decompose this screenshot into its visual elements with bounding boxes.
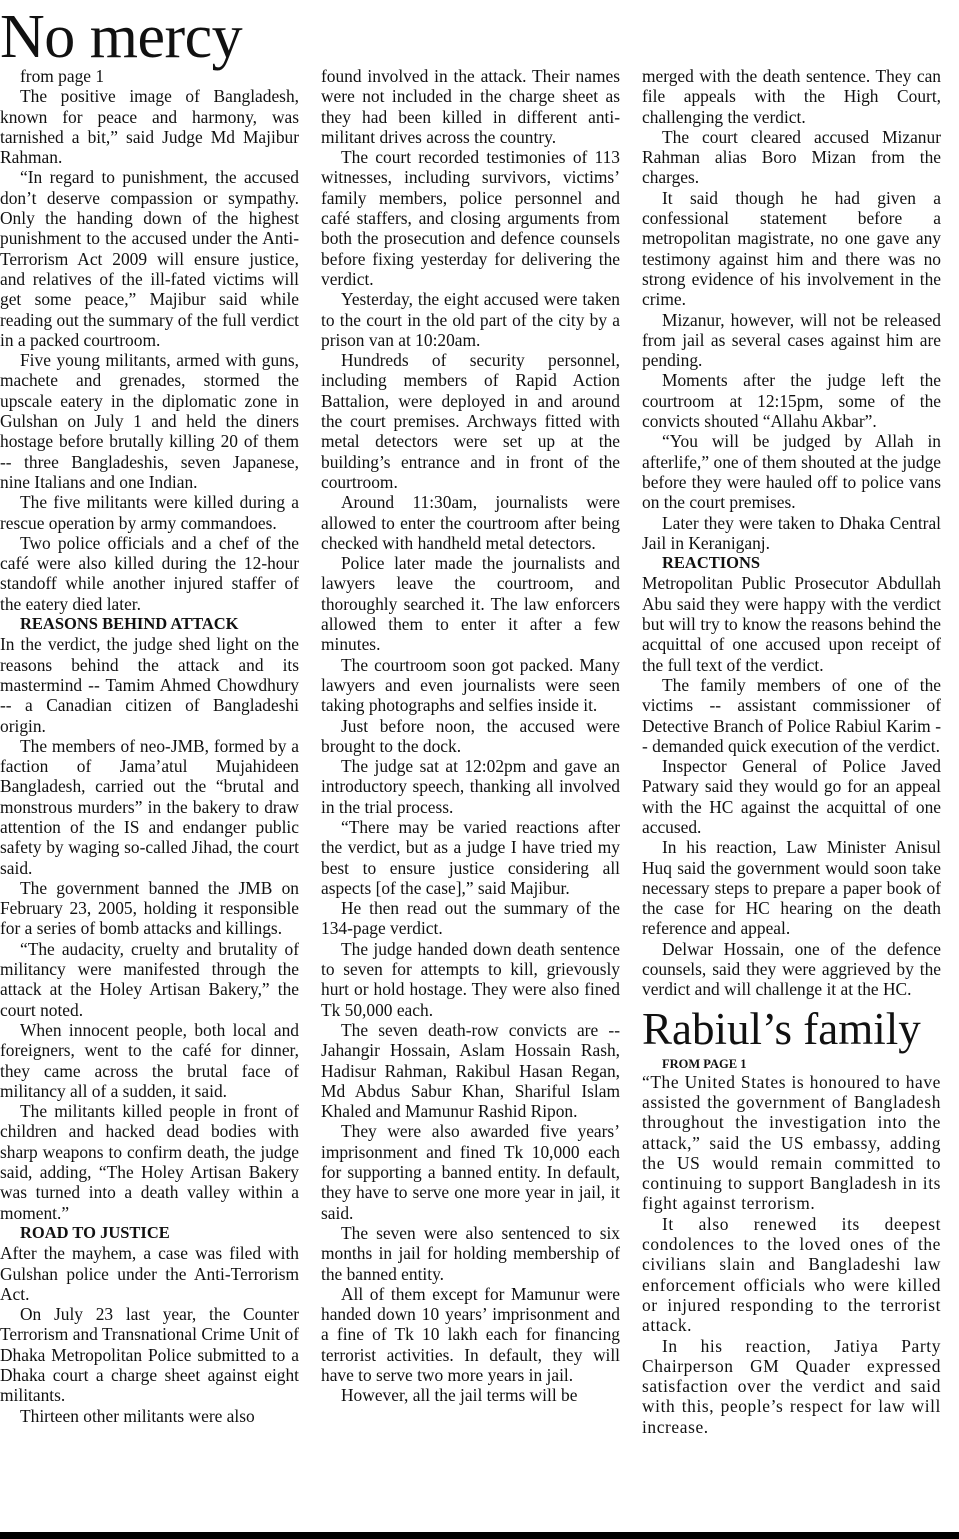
paragraph: Just before noon, the accused were brought to the dock. bbox=[321, 715, 620, 756]
paragraph: The seven death-row convicts are -- Jahangir Hossain, Aslam Hossain Rash, Hadisur Rahman, Rakibul Hasan Regan, Md Abdus Sabur Khan, Shariful Islam Khaled and Mamunur Rashid Ripon. bbox=[321, 1019, 620, 1122]
paragraph: The government banned the JMB on February 23, 2005, holding it responsible for a series of bomb attacks and killings. bbox=[0, 877, 299, 939]
column-2-body bbox=[321, 66, 620, 1406]
paragraph: In his reaction, Law Minister Anisul Huq said the government would soon take necessary steps to prepare a paper book of the case for HC hearing on the death reference and appeal. bbox=[642, 837, 941, 939]
paragraph: Later they were taken to Dhaka Central Jail in Keraniganj. bbox=[642, 512, 941, 553]
paragraph: However, all the jail terms will be bbox=[341, 1385, 578, 1406]
paragraph: found involved in the attack. Their names were not included in the charge sheet as they had been killed in different anti-militant drives across the country. bbox=[321, 66, 620, 147]
paragraph: Delwar Hossain, one of the defence counsels, said they were aggrieved by the verdict and will challenge it at the HC. bbox=[642, 938, 941, 1000]
second-article-from-page: FROM PAGE 1 bbox=[662, 1056, 747, 1071]
paragraph: They were also awarded five years’ imprisonment and fined Tk 10,000 each for supporting a banned entity. In default, they have to serve one more year in jail, it said. bbox=[321, 1121, 620, 1223]
paragraph: In the verdict, the judge shed light on the reasons behind the attack and its mastermind -- Tamim Ahmed Chowdhury -- a Canadian citizen of Bangladeshi origin. bbox=[0, 634, 299, 736]
paragraph: Two police officials and a chef of the café were also killed during the 12-hour standoff while another injured staffer of the eatery died later. bbox=[0, 532, 299, 614]
paragraph: Inspector General of Police Javed Patwary said they would go for an appeal with the HC against the acquittal of one accused. bbox=[642, 756, 941, 837]
paragraph: Yesterday, the eight accused were taken to the court in the old part of the city by a prison van at 10:20am. bbox=[321, 289, 620, 350]
article-column-1 bbox=[0, 66, 299, 1531]
paragraph: All of them except for Mamunur were handed down 10 years’ imprisonment and a fine of Tk 10 lakh each for financing terrorist activities. In default, they will have to serve two more years in jail. bbox=[321, 1283, 620, 1385]
column-1-body bbox=[0, 86, 299, 1426]
paragraph: The court recorded testimonies of 113 witnesses, including survivors, victims’ family members, police personnel and café staffers, and closing arguments from both the prosecution and defence counsels before fixing yesterday for delivering the verdict. bbox=[321, 147, 620, 289]
paragraph: The militants killed people in front of children and hacked dead bodies with sharp weapons to confirm death, the judge said, adding, “The Holey Artisan Bakery was turned into a death valley within a moment.” bbox=[0, 1101, 299, 1223]
paragraph: The five militants were killed during a rescue operation by army commandoes. bbox=[0, 492, 299, 533]
column-3-body bbox=[642, 66, 941, 1000]
paragraph: The court cleared accused Mizanur Rahman alias Boro Mizan from the charges. bbox=[642, 126, 941, 188]
paragraph: “You will be judged by Allah in afterlife,” one of them shouted at the judge before they were hauled off to police vans on the court premises. bbox=[642, 431, 941, 513]
paragraph: The members of neo-JMB, formed by a faction of Jama’atul Mujahideen Bangladesh, carried out the “brutal and monstrous murders” in the bakery to draw attention of the IS and endanger public safety by waging so-called Jihad, the court said. bbox=[0, 735, 299, 878]
section-subhead: REASONS BEHIND ATTACK bbox=[20, 614, 239, 634]
paragraph: Hundreds of security personnel, including members of Rapid Action Battalion, were deployed in and around the court premises. Archways fitted with metal detectors were set up at the building’s entrance and in front of the courtroom. bbox=[321, 350, 620, 492]
paragraph: Police later made the journalists and lawyers leave the courtroom, and thoroughly searched it. The law enforcers allowed them to enter it after a few minutes. bbox=[321, 553, 620, 655]
paragraph: The positive image of Bangladesh, known for peace and harmony, was tarnished a bit,” said Judge Md Majibur Rahman. bbox=[0, 86, 299, 168]
paragraph: It said though he had given a confessional statement before a metropolitan magistrate, no one gave any testimony against him and there was no strong evidence of his involvement in the crime. bbox=[642, 187, 941, 310]
paragraph: When innocent people, both local and foreigners, went to the café for dinner, they came across the brutal face of militancy all of a sudden, it said. bbox=[0, 1019, 299, 1101]
paragraph: The courtroom soon got packed. Many lawyers and even journalists were seen taking photographs and selfies inside it. bbox=[321, 654, 620, 716]
second-article-headline: Rabiul’s family bbox=[642, 1003, 921, 1054]
paragraph: In his reaction, Jatiya Party Chairperson GM Quader expressed satisfaction over the verdict and said with this, people’s respect for law will increase. bbox=[642, 1335, 941, 1437]
paragraph: It also renewed its deepest condolences to the loved ones of the civilians slain and Bangladeshi law enforcement officials who were killed or injured responding to the terrorist attack. bbox=[642, 1213, 941, 1336]
paragraph: “The United States is honoured to have assisted the government of Bangladesh throughout the investigation into the attack,” said the US embassy, adding the US would remain committed to continuing to support Bangladesh in its fight against terrorism. bbox=[642, 1071, 941, 1214]
paragraph: “In regard to punishment, the accused don’t deserve compassion or sympathy. Only the handing down of the highest punishment to the accused under the Anti-Terrorism Act 2009 will ensure justice, and relatives of the ill-fated victims will get some peace,” Majibur said while reading out the summary of the full verdict in a packed courtroom. bbox=[0, 167, 299, 350]
paragraph: Metropolitan Public Prosecutor Abdullah Abu said they were happy with the verdict but will try to know the reasons behind the acquittal of one accused upon receipt of the full text of the verdict. bbox=[642, 573, 941, 675]
article-headline: No mercy bbox=[0, 3, 243, 71]
section-subhead: REACTIONS bbox=[662, 553, 761, 573]
paragraph: The judge sat at 12:02pm and gave an introductory speech, thanking all involved in the trial process. bbox=[321, 756, 620, 817]
paragraph: “There may be varied reactions after the verdict, but as a judge I have tried my best to ensure justice considering all aspects [of the case],” said Majibur. bbox=[321, 816, 620, 898]
paragraph: Thirteen other militants were also bbox=[20, 1405, 255, 1426]
paragraph: The judge handed down death sentence to seven for attempts to kill, grievously hurt or hold hostage. They were also fined Tk 50,000 each. bbox=[321, 938, 620, 1020]
article-column-2 bbox=[321, 66, 620, 1531]
paragraph: The seven were also sentenced to six months in jail for holding membership of the banned entity. bbox=[321, 1222, 620, 1284]
paragraph: On July 23 last year, the Counter Terrorism and Transnational Crime Unit of Dhaka Metropolitan Police submitted to a Dhaka court a charge sheet against eight militants. bbox=[0, 1304, 299, 1406]
paragraph: Moments after the judge left the courtroom at 12:15pm, some of the convicts shouted “Allahu Akbar”. bbox=[642, 370, 941, 432]
paragraph: Five young militants, armed with guns, machete and grenades, stormed the upscale eatery in the diplomatic zone in Gulshan on July 1 and held the diners hostage before brutally killing 20 of them -- three Bangladeshis, seven Japanese, nine Italians and one Indian. bbox=[0, 350, 299, 492]
paragraph: The family members of one of the victims -- assistant commissioner of Detective Branch of Police Rabiul Karim -- demanded quick execution of the verdict. bbox=[642, 674, 941, 756]
paragraph: After the mayhem, a case was filed with Gulshan police under the Anti-Terrorism Act. bbox=[0, 1243, 299, 1304]
from-page-label: from page 1 bbox=[20, 66, 105, 86]
section-subhead: ROAD TO JUSTICE bbox=[20, 1222, 170, 1242]
article-column-3 bbox=[642, 66, 941, 1531]
paragraph: “The audacity, cruelty and brutality of militancy were manifested through the attack at the Holey Artisan Bakery,” the court noted. bbox=[0, 938, 299, 1020]
paragraph: Around 11:30am, journalists were allowed to enter the courtroom after being checked with handheld metal detectors. bbox=[321, 492, 620, 553]
paragraph: merged with the death sentence. They can file appeals with the High Court, challenging the verdict. bbox=[642, 66, 941, 127]
paragraph: Mizanur, however, will not be released from jail as several cases against him are pending. bbox=[642, 309, 941, 371]
paragraph: He then read out the summary of the 134-page verdict. bbox=[321, 898, 620, 939]
second-article-body bbox=[642, 1072, 941, 1437]
page-bottom-rule bbox=[0, 1532, 959, 1539]
